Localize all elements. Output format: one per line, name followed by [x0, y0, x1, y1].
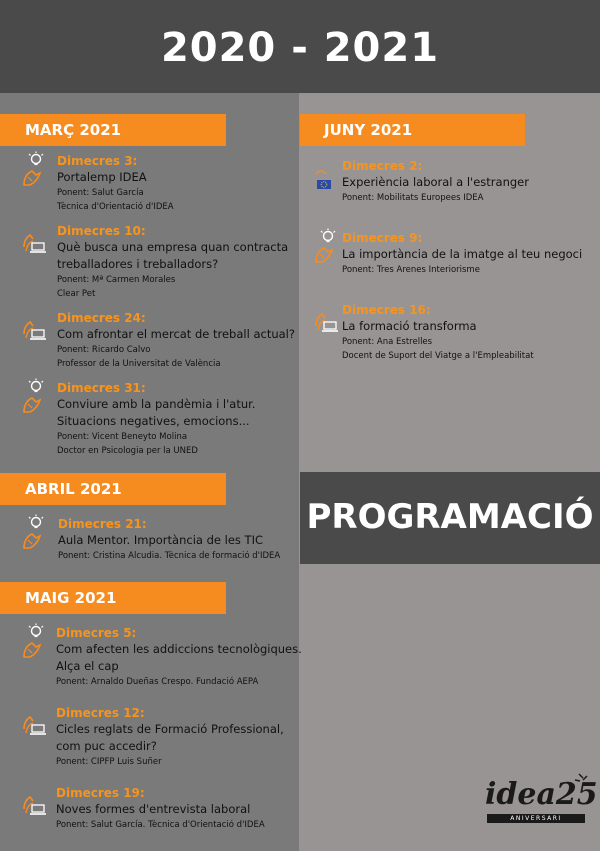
event-speaker: Ponent: Tres Arenes Interiorisme: [342, 265, 480, 275]
event-maig-0: [56, 625, 302, 689]
event-title: La importància de la imatge al teu negoci: [342, 247, 583, 261]
event-speaker: Tècnica d'Orientació d'IDEA: [57, 202, 174, 212]
event-title: Noves formes d'entrevista laboral: [56, 802, 251, 816]
lightbulb-hands-icon: [22, 623, 46, 659]
event-speaker: Ponent: Salut García: [57, 188, 144, 198]
laptop-hands-icon: [22, 308, 46, 344]
event-day: Dimecres 31:: [57, 381, 146, 395]
event-speaker: Professor de la Universitat de València: [57, 359, 221, 369]
event-juny-0: [342, 158, 529, 205]
event-day: Dimecres 16:: [342, 303, 431, 317]
event-title: Com afrontar el mercat de treball actual?: [57, 327, 295, 341]
event-title: Alça el cap: [56, 659, 119, 673]
event-day: Dimecres 3:: [57, 154, 138, 168]
month-header-abril: ABRIL 2021: [0, 473, 226, 505]
event-title: Com afecten les addiccions tecnològiques.: [56, 642, 302, 656]
event-day: Dimecres 9:: [342, 231, 423, 245]
event-juny-1: [342, 230, 582, 277]
event-speaker: Ponent: Salut García. Tècnica d'Orientació d'IDEA: [56, 820, 265, 830]
programacio-box: [300, 472, 600, 564]
event-marc-0: [57, 153, 174, 214]
event-marc-1: [57, 223, 288, 301]
header: [0, 0, 600, 93]
event-title: com puc accedir?: [56, 739, 157, 753]
event-speaker: Ponent: Arnaldo Dueñas Crespo. Fundació AEPA: [56, 677, 259, 687]
event-speaker: Ponent: Mª Carmen Morales: [57, 275, 176, 285]
event-title: Què busca una empresa quan contracta: [57, 240, 289, 254]
event-speaker: Ponent: Cristina Alcudia. Tècnica de formació d'IDEA: [58, 551, 281, 561]
programacio-title: PROGRAMACIÓ: [306, 497, 594, 537]
event-day: Dimecres 24:: [57, 311, 146, 325]
month-header-marc: MARÇ 2021: [0, 114, 226, 146]
event-title: Aula Mentor. Importància de les TIC: [58, 533, 263, 547]
logo-subtitle: ANIVERSARI: [510, 815, 562, 822]
lightbulb-hands-icon: [22, 514, 46, 550]
event-marc-3: [57, 380, 255, 458]
event-speaker: Doctor en Psicologia per la UNED: [57, 446, 198, 456]
event-day: Dimecres 5:: [56, 626, 137, 640]
event-maig-1: [56, 705, 284, 769]
event-abril-0: [58, 516, 280, 563]
logo-word: idea25: [485, 777, 598, 812]
event-speaker: Ponent: Mobilitats Europees IDEA: [342, 193, 484, 203]
lightbulb-hands-icon: [22, 151, 46, 187]
lightbulb-hands-icon: [314, 228, 338, 264]
lightbulb-hands-icon: [22, 378, 46, 414]
laptop-hands-icon: [314, 300, 338, 336]
event-marc-2: [57, 310, 295, 371]
month-header-maig: MAIG 2021: [0, 582, 226, 614]
event-day: Dimecres 21:: [58, 517, 147, 531]
event-title: Cicles reglats de Formació Professional,: [56, 722, 284, 736]
event-speaker: Clear Pet: [57, 289, 96, 299]
eu-flag-icon: [314, 156, 338, 192]
event-speaker: Ponent: Ricardo Calvo: [57, 345, 151, 355]
idea-logo: [483, 772, 598, 830]
event-title: Situacions negatives, emocions...: [57, 414, 250, 428]
event-day: Dimecres 10:: [57, 224, 146, 238]
event-day: Dimecres 19:: [56, 786, 145, 800]
event-title: Portalemp IDEA: [57, 170, 147, 184]
event-speaker: Ponent: CIPFP Luis Suñer: [56, 757, 162, 767]
laptop-hands-icon: [22, 221, 46, 257]
event-title: Conviure amb la pandèmia i l'atur.: [57, 397, 256, 411]
event-speaker: Ponent: Ana Estrelles: [342, 337, 433, 347]
event-maig-2: [56, 785, 265, 832]
event-day: Dimecres 12:: [56, 706, 145, 720]
laptop-hands-icon: [22, 783, 46, 819]
laptop-hands-icon: [22, 703, 46, 739]
event-title: Experiència laboral a l'estranger: [342, 175, 529, 189]
month-header-juny: JUNY 2021: [300, 114, 525, 146]
page-title: 2020 - 2021: [160, 25, 440, 71]
event-title: La formació transforma: [342, 319, 477, 333]
event-title: treballadores i treballadors?: [57, 257, 219, 271]
event-speaker: Docent de Suport del Viatge a l'Empleabilitat: [342, 351, 534, 361]
event-juny-2: [342, 302, 534, 363]
event-speaker: Ponent: Vicent Beneyto Molina: [57, 432, 188, 442]
event-day: Dimecres 2:: [342, 159, 423, 173]
